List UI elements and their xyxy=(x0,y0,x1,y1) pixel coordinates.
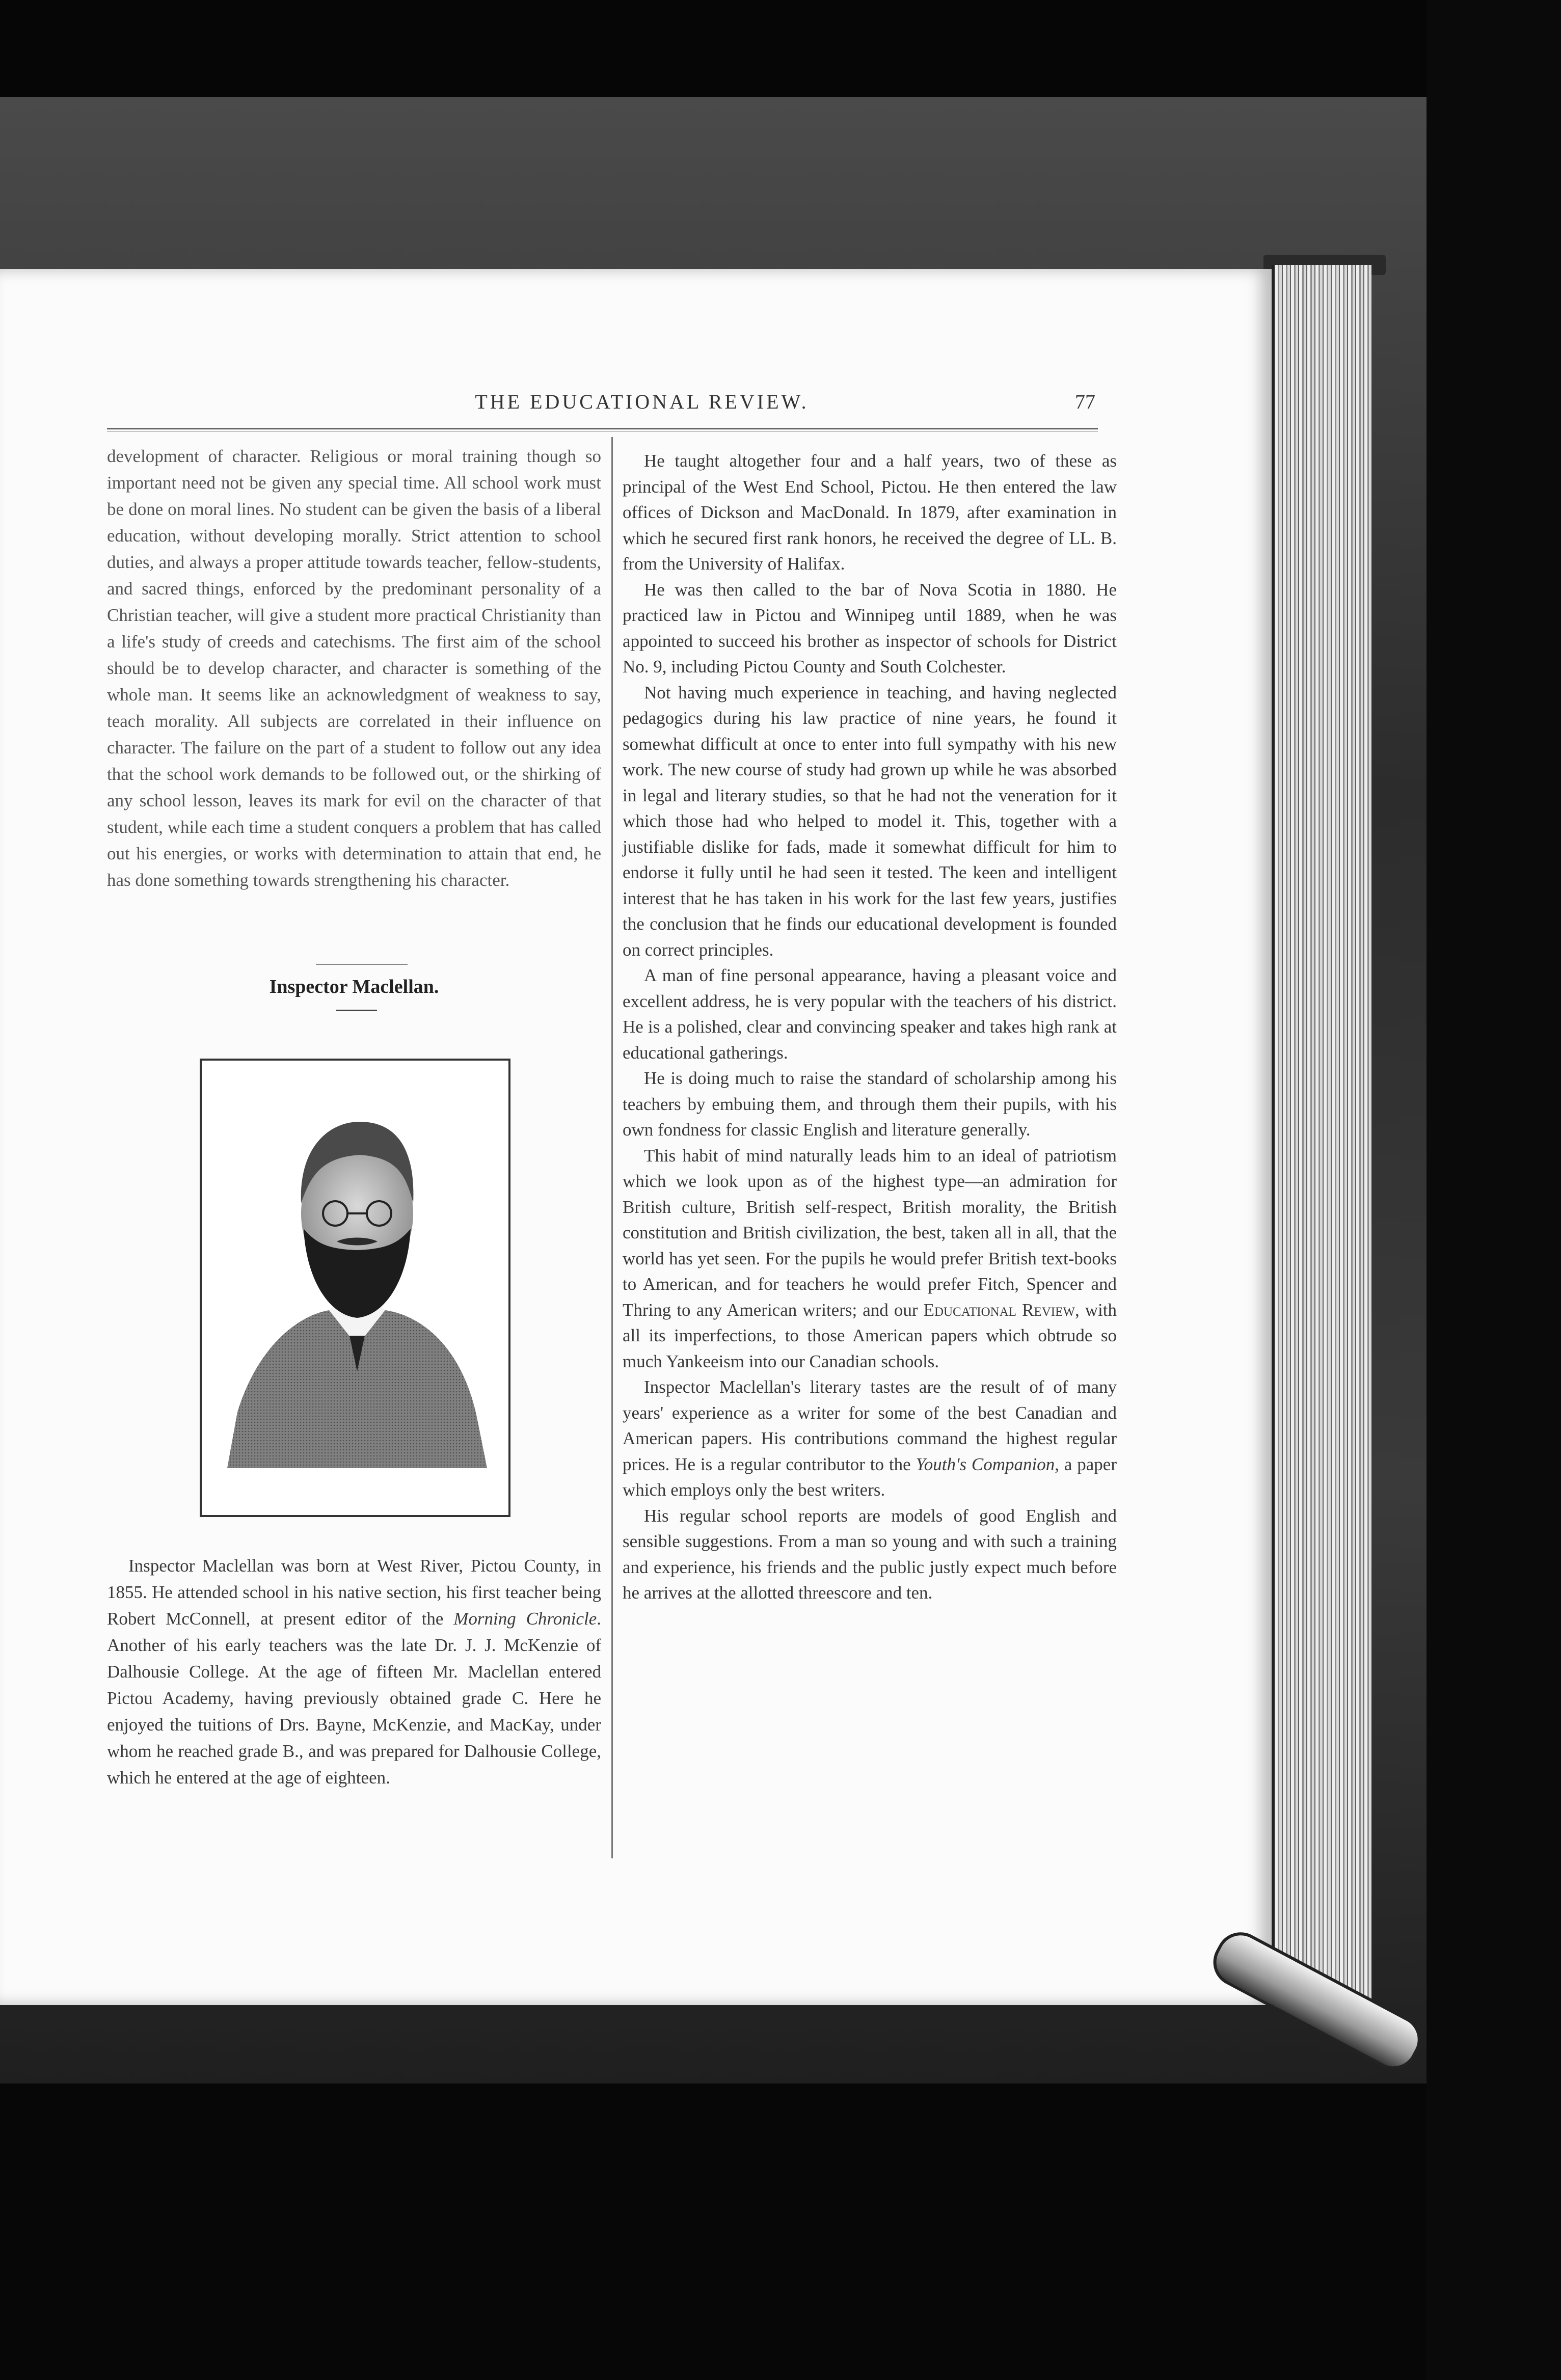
right-paragraph-1: He taught altogether four and a half years, two of these as principal of the West End School, Pictou. He then entered the law offices of Dickson and MacDonald. In 1879, after examination in which he secured first rank honors, he received the degree of LL. B. from the University of Halifax. xyxy=(623,451,1117,574)
portrait-image xyxy=(202,1061,508,1515)
right-paragraph-3: Not having much experience in teaching, and having neglected pedagogics during his law practice of nine years, he found it somewhat difficult at once to enter into full sympathy with his new work. The new course of study had grown up while he was absorbed in legal and literary studies, so that he had not the veneration for it which those had who helped to model it. This, together with a justifiable dislike for fads, made it somewhat difficult for him to endorse it fully until he had seen it tested. The keen and intelligent interest that he has taken in his work for the last few years, justifies the conclusion that he finds our educational development is founded on correct principles. xyxy=(623,682,1117,960)
scan-border-right xyxy=(1427,0,1561,2380)
right-paragraph-7 xyxy=(623,1374,1117,1503)
column-divider xyxy=(611,437,613,1858)
patriotism-text-1: This habit of mind naturally leads him to an ideal of patriotism which we look upon as of the highest type—an admiration for British culture, British self-respect, British morality, the British constitution and British civilization, the best, taken all in all, that the world has yet seen. For the pupils he would prefer British text-books to American, and for teachers he would prefer Fitch, Spencer and Thring to any American writers; and our xyxy=(623,1145,1117,1320)
left-column-bio xyxy=(107,1553,601,1791)
section-heading: Inspector Maclellan. xyxy=(269,976,439,997)
bio-paragraph xyxy=(107,1553,601,1791)
literary-text-1: Inspector Maclellan's literary tastes are the result of of many years' experience as a writer for some of the best Canadian and American papers. His contributions command the highest regular prices. He is a regular contributor to the xyxy=(623,1377,1117,1474)
right-paragraph-2: He was then called to the bar of Nova Scotia in 1880. He practiced law in Pictou and Winnipeg until 1889, when he was appointed to succeed his brother as inspector of schools for District No. 9, including Pictou County and South Colchester. xyxy=(623,579,1117,677)
bio-text-1: Inspector Maclellan was born at West River, Pictou County, in 1855. He attended school in his native section, his first teacher being Robert McConnell, at present editor of the xyxy=(107,1556,601,1629)
right-paragraph-5: He is doing much to raise the standard of scholarship among his teachers by embuing them, and through them their pupils, with his own fondness for classic English and literature generally. xyxy=(623,1068,1117,1140)
scan-border-top xyxy=(0,0,1561,97)
running-head xyxy=(107,390,1095,420)
book-page-edges xyxy=(1272,265,1371,2007)
review-title: Educational Review xyxy=(923,1300,1075,1320)
continuation-paragraph: development of character. Religious or moral training though so important need not be given any special time. All school work must be done on moral lines. No student can be given the basis of a liberal education, without developing morally. Strict attention to school duties, and always a proper attitude towards teacher, fellow-students, and sacred things, enforced by the predominant personality of a Christian teacher, will give a student more practical Christianity than a life's study of creeds and catechisms. The first aim of the school should be to develop character, and character is something of the whole man. It seems like an acknowledgment of weakness to say, teach morality. All subjects are correlated in their influence on character. The failure on the part of a student to follow out any idea that the school work demands to be followed out, or the shirking of any school lesson, leaves its mark for evil on the character of that student, while each time a student conquers a problem that has called out his energies, or works with determination to attain that end, he has done something towards strengthening his character. xyxy=(107,446,601,890)
running-title: THE EDUCATIONAL REVIEW. xyxy=(475,390,809,413)
scan-border-bottom xyxy=(0,2084,1561,2380)
page-number: 77 xyxy=(1075,390,1095,413)
bio-text-2: . Another of his early teachers was the late Dr. J. J. McKenzie of Dalhousie College. At the age of fifteen Mr. Maclellan entered Pictou Academy, having previously obtained grade C. Here he enjoyed the tuitions of Drs. Bayne, McKenzie, and MacKay, under whom he reached grade B., and was prepared for Dalhousie College, which he entered at the age of eighteen. xyxy=(107,1609,602,1788)
patriotism-text-2: , with all its imperfections, to those American papers which obtrude so much Yankeeism into our Canadian schools. xyxy=(623,1300,1117,1371)
left-column-continuation xyxy=(107,443,601,894)
section-rule-top xyxy=(316,964,408,965)
header-rule xyxy=(107,428,1098,432)
magazine-title: Youth's Companion xyxy=(916,1454,1055,1474)
newspaper-title: Morning Chronicle xyxy=(453,1609,597,1629)
portrait-frame xyxy=(200,1059,510,1517)
right-paragraph-4: A man of fine personal appearance, having a pleasant voice and excellent address, he is very popular with the teachers of his district. He is a polished, clear and convincing speaker and takes high rank at educational gatherings. xyxy=(623,965,1117,1063)
right-paragraph-6 xyxy=(623,1143,1117,1375)
right-column xyxy=(623,448,1117,1606)
right-paragraph-8: His regular school reports are models of good English and sensible suggestions. From a man so young and with such a training and experience, his friends and the public justly expect much before he arrives at the allotted threescore and ten. xyxy=(623,1505,1117,1603)
section-rule-bottom xyxy=(336,1010,377,1011)
literary-text-2: , a paper which employs only the best writers. xyxy=(623,1454,1117,1500)
